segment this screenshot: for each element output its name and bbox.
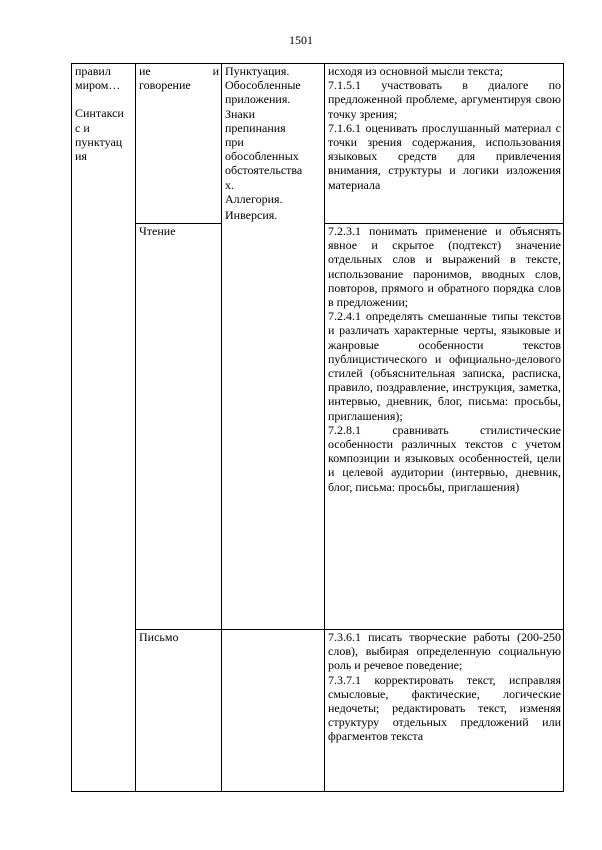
skill-cell-reading: Чтение xyxy=(136,224,222,630)
skill-word: говорение xyxy=(139,78,191,93)
objectives-cell xyxy=(325,64,564,224)
grammar-line: Инверсия. xyxy=(225,208,278,223)
table-row xyxy=(72,630,564,792)
skill-cell-writing: Письмо xyxy=(136,630,222,792)
topic-line: с и xyxy=(75,120,90,135)
skill-cell-speaking xyxy=(136,64,222,224)
topic-line: пунктуац xyxy=(75,134,123,149)
grammar-line: Знаки xyxy=(225,106,256,121)
topic-line: ия xyxy=(75,149,87,164)
grammar-cell-empty xyxy=(222,630,325,792)
grammar-line: Пунктуация. xyxy=(225,64,290,78)
grammar-line: приложения. xyxy=(225,92,291,107)
page-number: 1501 xyxy=(289,33,313,47)
topic-line: миром… xyxy=(75,78,121,93)
objective-text: 7.2.8.1 сравнивать стилистические особенности различных текстов с учетом композиции и языковых особенностей, цели и целевой аудитории (интервью, дневник, блог, письма: просьбы, приглашения) xyxy=(328,422,561,494)
objective-text: исходя из основной мысли текста; xyxy=(328,64,504,78)
objective-text: 7.1.6.1 оценивать прослушанный материал с точки зрения содержания, использования языковых средств для привлечения внимания, структуры и логики изложения материала xyxy=(328,120,561,192)
skill-word: и xyxy=(212,64,219,78)
curriculum-table xyxy=(71,63,564,792)
grammar-line: обособленных xyxy=(225,149,299,164)
objective-text: 7.1.5.1 участвовать в диалоге по предложенной проблеме, аргументируя свою точку зрения; xyxy=(328,78,561,121)
topic-cell xyxy=(72,64,136,792)
grammar-line: обстоятельства xyxy=(225,163,303,178)
topic-line: Синтакси xyxy=(75,106,124,121)
objective-text: 7.2.3.1 понимать применение и объяснять явное и скрытое (подтекст) значение отдельных слов и выражений в тексте, использование паронимов, вводных слов, повторов, прямого и обратного порядка слов в предложении; xyxy=(328,224,561,310)
objective-text: 7.2.4.1 определять смешанные типы текстов и различать характерные черты, языковые и жанровые особенности текстов публицистического и официально-делового стилей (объяснительная записка, расписка, правило, поздравление, инструкция, заметка, интервью, дневник, блог, письма: просьбы, приглашения); xyxy=(328,309,561,423)
objective-text: 7.3.6.1 писать творческие работы (200-250 слов), выбирая определенную социальную роль и речевое поведение; xyxy=(328,630,561,673)
grammar-line: Аллегория. xyxy=(225,191,283,206)
grammar-line: Обособленные xyxy=(225,78,301,93)
table-row xyxy=(72,64,564,224)
objective-text: 7.3.7.1 корректировать текст, исправляя смысловые, фактические, логические недочеты; редактировать текст, изменяя структуру отдельных предложений или фрагментов текста xyxy=(328,672,561,744)
grammar-line: препинания xyxy=(225,120,286,135)
grammar-line: х. xyxy=(225,177,234,192)
objectives-cell xyxy=(325,224,564,630)
skill-word: ие xyxy=(139,64,151,78)
topic-line: правил xyxy=(75,64,111,78)
grammar-line: при xyxy=(225,135,244,150)
grammar-cell xyxy=(222,64,325,630)
objectives-cell xyxy=(325,630,564,792)
